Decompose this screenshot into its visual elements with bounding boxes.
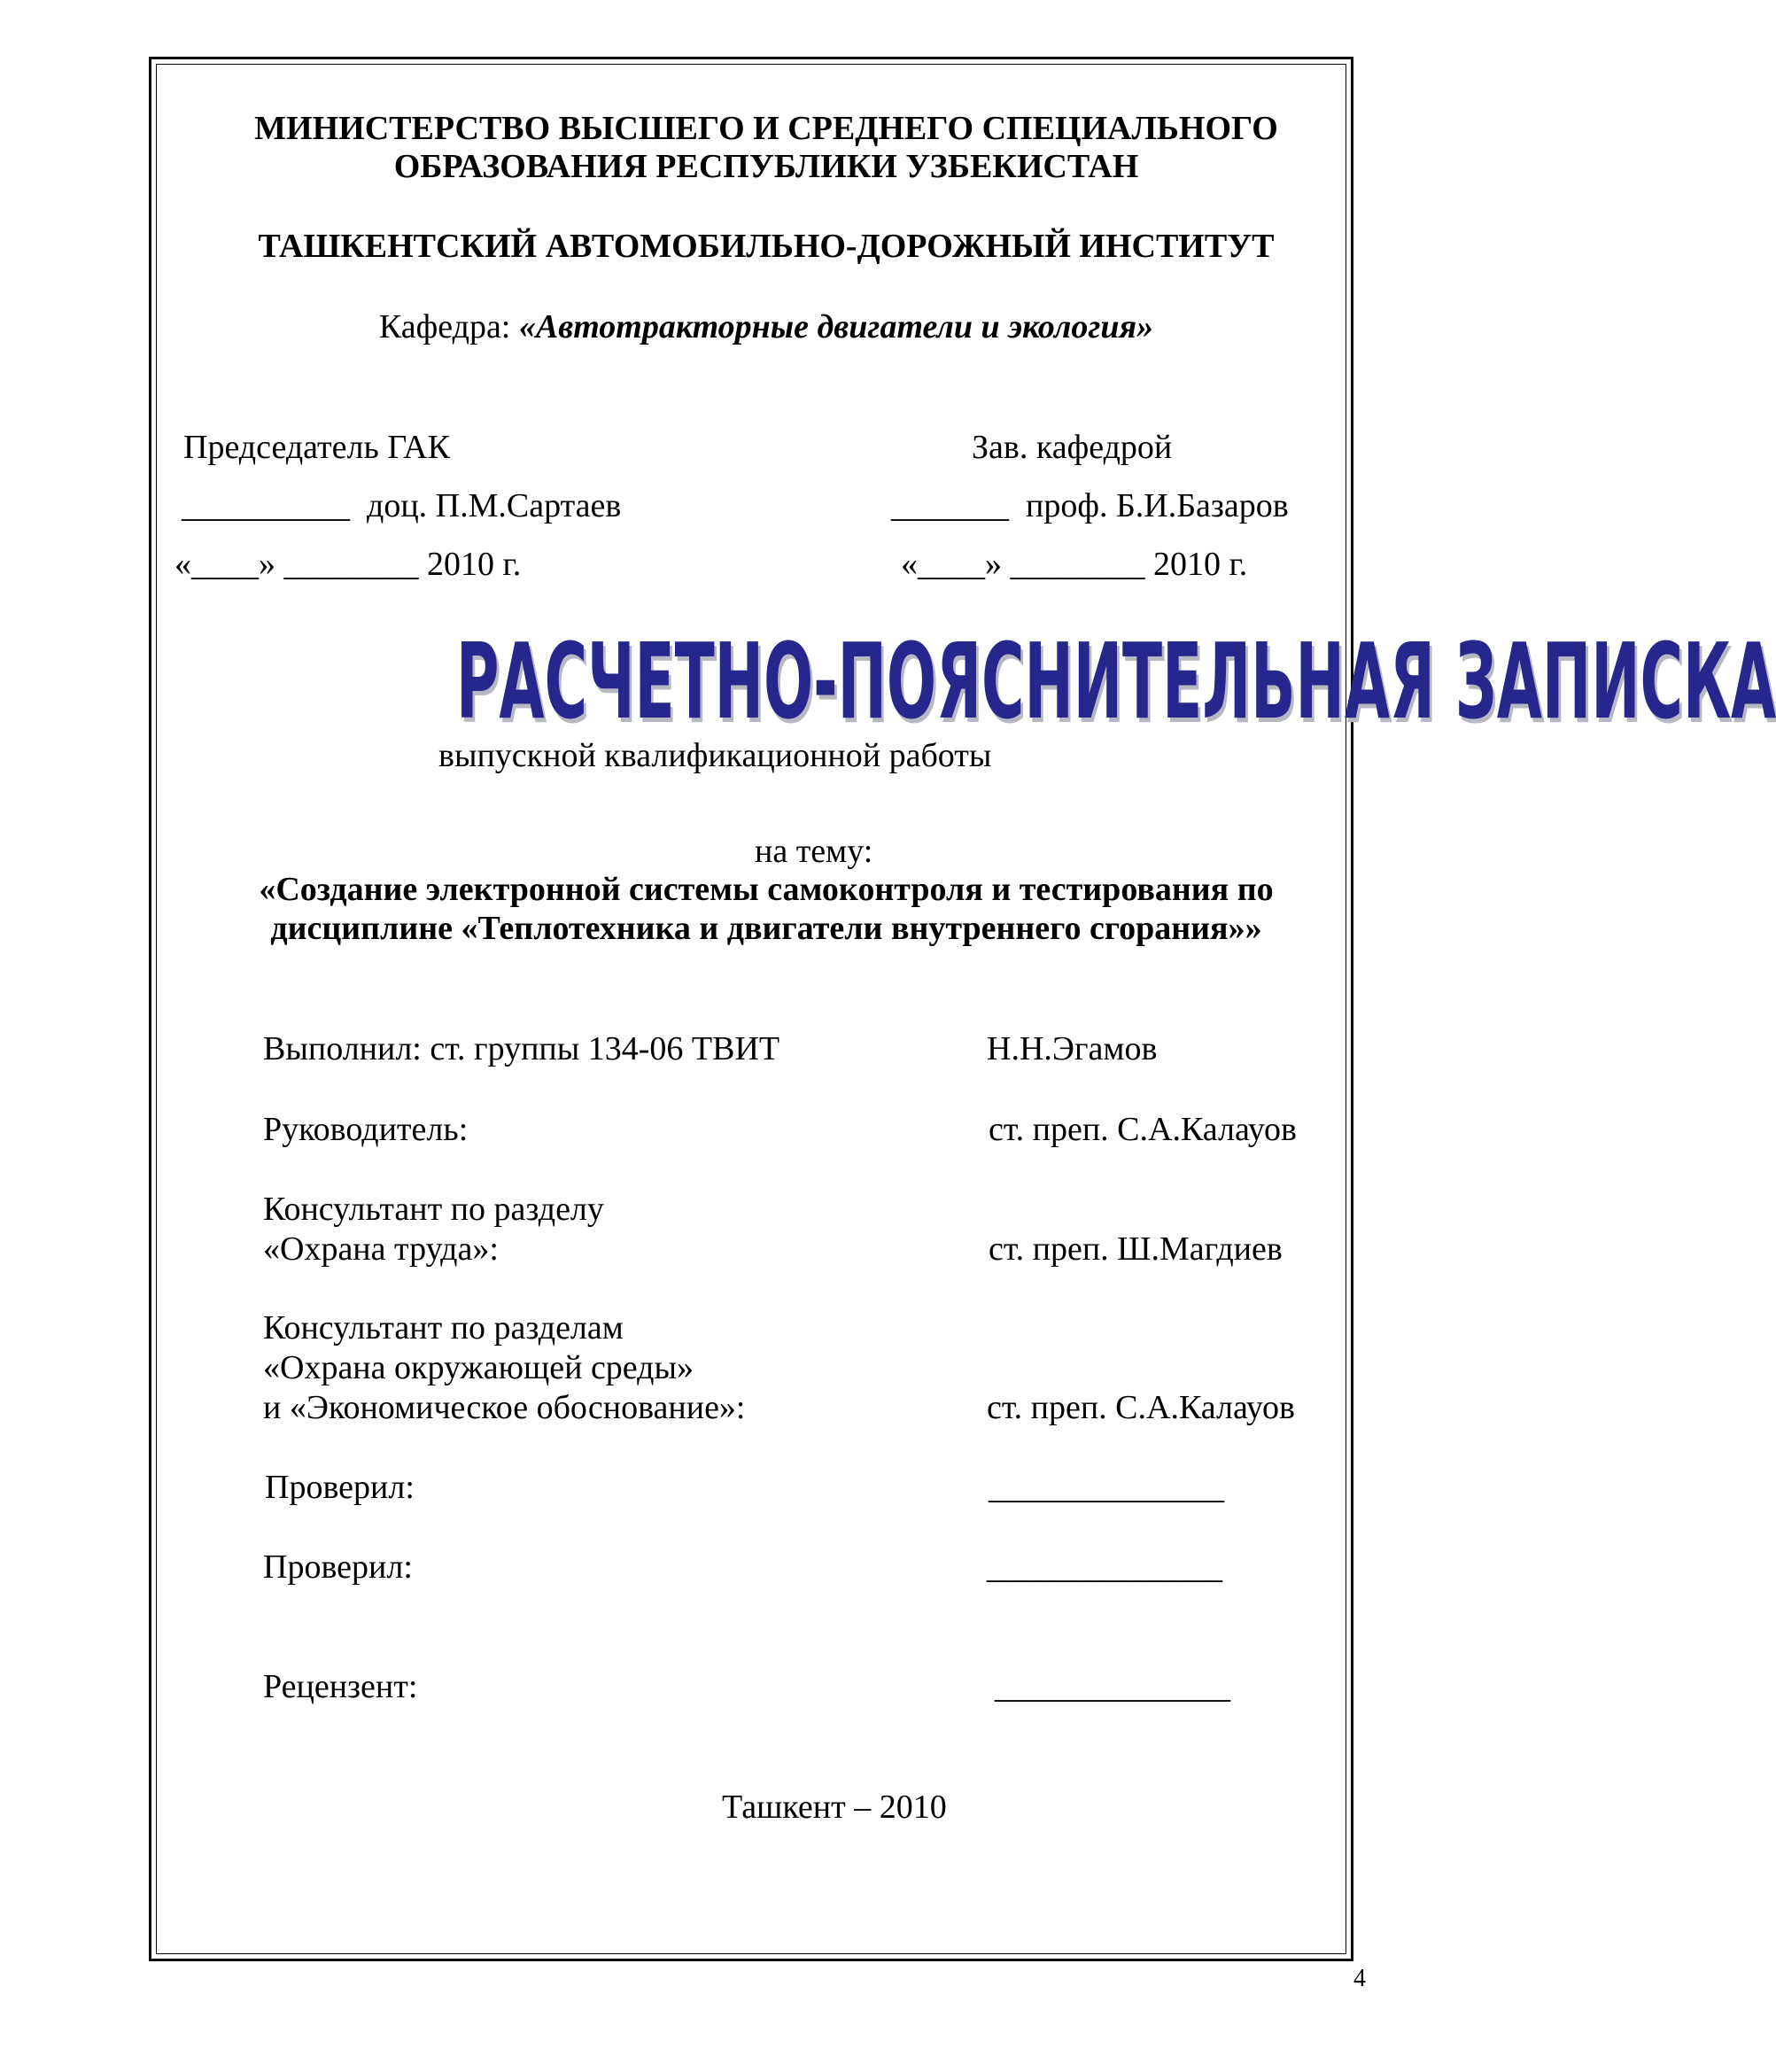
approval-left-role: Председатель ГАК [183,429,450,466]
credit-performer-value: Н.Н.Эгамов [987,1030,1158,1067]
approval-left-name: доц. П.М.Сартаев [367,487,622,524]
department-label: Кафедра: [378,308,519,345]
credit-performer-label: Выполнил: ст. группы 134-06 ТВИТ [263,1030,780,1067]
approval-right-signature-line [891,489,1289,523]
credit-consultant-1-label-line-2: «Охрана труда»: [263,1230,499,1268]
credit-consultant-2-label-line-2: «Охрана окружающей среды» [263,1349,694,1386]
credit-reviewer-blank: ______________ [995,1668,1230,1705]
approval-left-date: «____» ________ 2010 г. [174,546,522,583]
approval-left-signature-line [182,489,621,523]
topic-label: на тему: [755,833,873,870]
page-number: 4 [1353,1965,1366,1992]
credit-supervisor-value: ст. преп. С.А.Калауов [989,1111,1297,1148]
document-subtitle: выпускной квалификационной работы [438,737,992,774]
credit-reviewer-label: Рецензент: [263,1668,418,1705]
ministry-line-2: ОБРАЗОВАНИЯ РЕСПУБЛИКИ УЗБЕКИСТАН [393,148,1139,185]
approval-left-signature-blank: __________ [182,487,350,524]
ministry-line-1: МИНИСТЕРСТВО ВЫСШЕГО И СРЕДНЕГО СПЕЦИАЛЬНОГО [254,110,1278,147]
credit-consultant-1-label-line-1: Консультант по разделу [263,1191,604,1228]
approval-right-name: проф. Б.И.Базаров [1026,487,1289,524]
credit-consultant-1-value: ст. преп. Ш.Магдиев [989,1230,1283,1268]
place-and-year: Ташкент – 2010 [722,1789,947,1826]
approval-right-signature-blank: _______ [891,487,1009,524]
credit-supervisor-label: Руководитель: [263,1111,469,1148]
credit-checker-2-blank: ______________ [987,1548,1222,1586]
credit-checker-1-blank: ______________ [989,1469,1224,1506]
credit-consultant-2-label-line-3: и «Экономическое обоснование»: [263,1389,746,1426]
approval-right-date: «____» ________ 2010 г. [901,546,1248,583]
credit-consultant-2-label-line-1: Консультант по разделам [263,1309,624,1346]
department-line [213,310,1320,344]
credit-checker-2-label: Проверил: [263,1548,413,1586]
topic-line-2: дисциплине «Теплотехника и двигатели внутреннего сгорания»» [270,910,1262,947]
credit-consultant-2-value: ст. преп. С.А.Калауов [987,1389,1295,1426]
institute-name: ТАШКЕНТСКИЙ АВТОМОБИЛЬНО-ДОРОЖНЫЙ ИНСТИТУТ [258,228,1275,265]
credit-checker-1-label: Проверил: [265,1469,415,1506]
department-name: «Автотракторные двигатели и экология» [518,308,1154,345]
document-title: РАСЧЕТНО-ПОЯСНИТЕЛЬНАЯ ЗАПИСКА [456,620,1776,742]
approval-right-role: Зав. кафедрой [972,429,1173,466]
topic-line-1: «Создание электронной системы самоконтроля и тестирования по [259,871,1274,908]
